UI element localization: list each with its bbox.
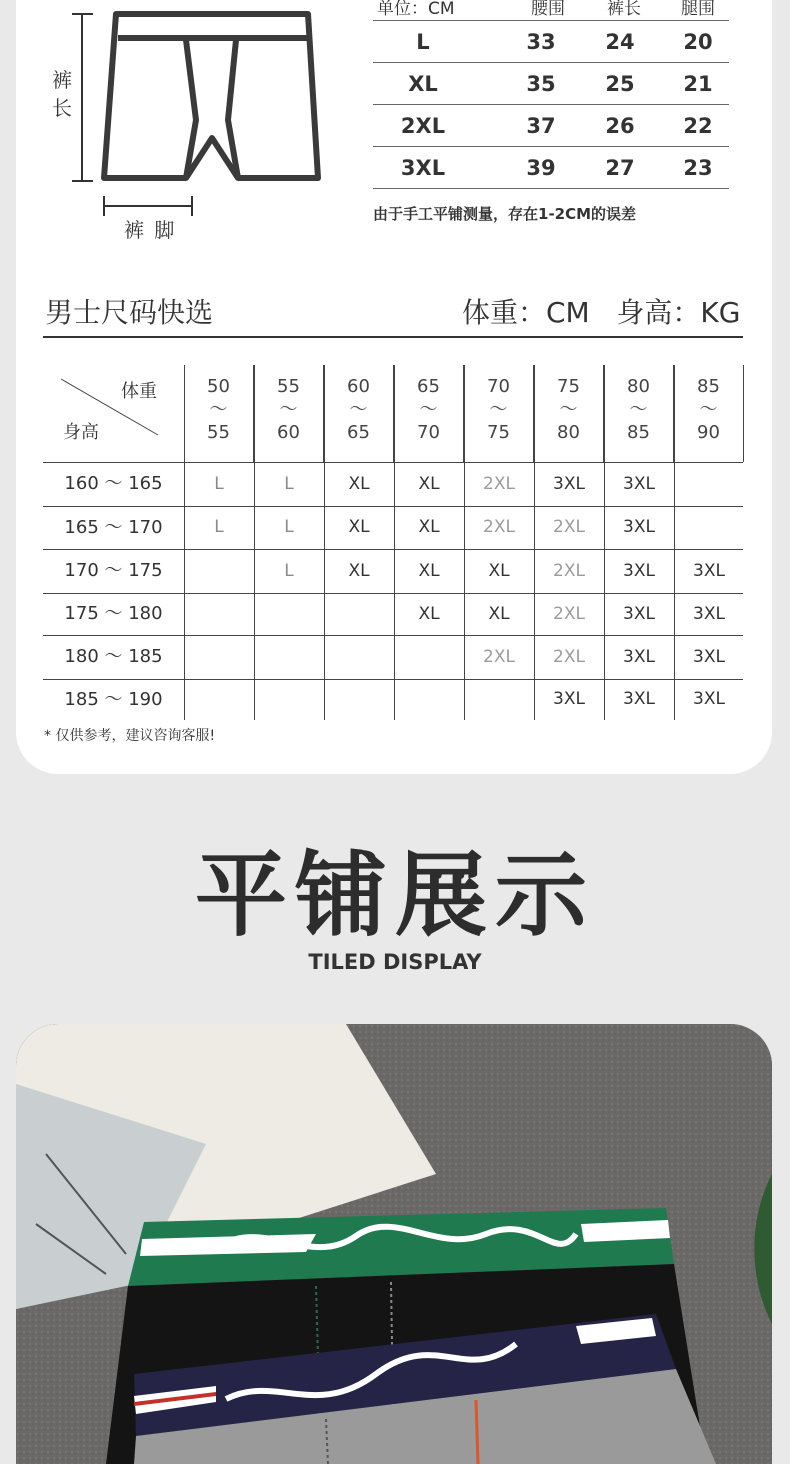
quick-select-title: 男士尺码快选	[45, 296, 214, 329]
size-recommendation-cell: L	[284, 561, 294, 581]
weight-range-text: 55	[277, 376, 300, 397]
size-recommendation-cell: 2XL	[483, 474, 515, 494]
size-recommendation-cell: XL	[418, 517, 440, 537]
size-recommendation-cell: 2XL	[483, 647, 515, 667]
length-cell: 24	[605, 30, 635, 54]
size-recommendation-cell: XL	[488, 604, 510, 624]
weight-range-text: 50	[207, 376, 230, 397]
weight-column-header	[184, 365, 254, 462]
weight-column-header	[604, 365, 674, 462]
size-recommendation-cell: 3XL	[623, 517, 655, 537]
size-recommendation-cell: XL	[418, 474, 440, 494]
size-recommendation-cell: L	[284, 517, 294, 537]
height-range-label: 170 ～ 175	[64, 560, 163, 581]
size-recommendation-cell: 3XL	[693, 689, 725, 709]
weight-range-text: 80	[627, 376, 650, 397]
size-cell: XL	[408, 72, 438, 96]
size-recommendation-cell: XL	[348, 474, 370, 494]
divider	[43, 336, 743, 338]
weight-column-header	[394, 365, 464, 462]
leg-header: 腿围	[681, 0, 715, 19]
waist-cell: 35	[526, 72, 556, 96]
size-row	[373, 63, 729, 105]
size-cell: L	[416, 30, 430, 54]
size-recommendation-cell: XL	[418, 561, 440, 581]
length-cell: 26	[605, 114, 635, 138]
weight-range-text: ～	[559, 399, 578, 420]
size-recommendation-cell: 2XL	[553, 647, 585, 667]
weight-range-text: ～	[489, 399, 508, 420]
weight-range-text: 75	[487, 422, 510, 443]
size-cell: 2XL	[400, 114, 446, 138]
size-recommendation-cell: 2XL	[553, 604, 585, 624]
weight-column-header	[324, 365, 394, 462]
product-photo-illustration	[16, 1024, 772, 1464]
cuff-label: 裤 脚	[124, 218, 177, 242]
height-range-label: 185 ～ 190	[64, 689, 163, 710]
corner-diagonal	[43, 365, 184, 462]
weight-column-header	[674, 365, 744, 462]
size-recommendation-cell: 3XL	[623, 647, 655, 667]
corner-weight-label: 体重	[121, 381, 157, 402]
size-recommendation-cell: XL	[348, 517, 370, 537]
size-recommendation-cell: 2XL	[553, 517, 585, 537]
size-recommendation-cell: XL	[488, 561, 510, 581]
size-recommendation-cell: 3XL	[693, 647, 725, 667]
leg-cell: 21	[683, 72, 713, 96]
size-recommendation-cell: 3XL	[553, 474, 585, 494]
weight-range-text: 60	[347, 376, 370, 397]
weight-range-text: ～	[419, 399, 438, 420]
height-range-label: 165 ～ 170	[64, 517, 163, 538]
weight-range-text: ～	[349, 399, 368, 420]
weight-column-header	[464, 365, 534, 462]
size-recommendation-cell: 3XL	[623, 474, 655, 494]
weight-column-header	[534, 365, 604, 462]
size-row	[373, 105, 729, 147]
waist-cell: 39	[526, 156, 556, 180]
height-range-label: 160 ～ 165	[64, 473, 163, 494]
shorts-diagram	[40, 0, 340, 250]
product-photo	[16, 1024, 772, 1464]
weight-range-text: 75	[557, 376, 580, 397]
tiled-display-subtitle: TILED DISPLAY	[308, 950, 482, 974]
quick-select-units: 体重：CM 身高：KG	[462, 296, 741, 329]
length-header: 裤长	[607, 0, 641, 19]
size-row	[373, 21, 729, 63]
size-recommendation-cell: 2XL	[553, 561, 585, 581]
weight-range-text: ～	[699, 399, 718, 420]
waist-header: 腰围	[531, 0, 565, 19]
weight-range-text: ～	[629, 399, 648, 420]
weight-range-text: 55	[207, 422, 230, 443]
size-table-header	[373, 0, 729, 21]
weight-range-text: 85	[627, 422, 650, 443]
height-range-label: 175 ～ 180	[64, 603, 163, 624]
weight-range-text: 70	[487, 376, 510, 397]
size-recommendation-cell: 3XL	[553, 689, 585, 709]
leg-cell: 22	[683, 114, 713, 138]
weight-range-text: 70	[417, 422, 440, 443]
tiled-display-title: 平铺展示	[194, 842, 595, 949]
waist-cell: 33	[526, 30, 556, 54]
size-recommendation-cell: 3XL	[623, 689, 655, 709]
size-table	[373, 0, 729, 189]
size-recommendation-cell: 3XL	[623, 604, 655, 624]
size-recommendation-cell: L	[214, 474, 224, 494]
size-recommendation-cell: L	[284, 474, 294, 494]
measurement-note: 由于手工平铺测量，存在1-2CM的误差	[373, 205, 637, 223]
weight-range-text: ～	[209, 399, 228, 420]
weight-range-text: 90	[697, 422, 720, 443]
size-recommendation-cell: XL	[348, 561, 370, 581]
size-recommendation-cell: XL	[418, 604, 440, 624]
weight-range-text: 85	[697, 376, 720, 397]
size-recommendation-cell: 3XL	[623, 561, 655, 581]
size-recommendation-cell: 3XL	[693, 604, 725, 624]
length-cell: 27	[605, 156, 635, 180]
size-recommendation-cell: 3XL	[693, 561, 725, 581]
corner-height-label: 身高	[63, 422, 99, 443]
weight-column-header	[254, 365, 324, 462]
leg-cell: 23	[683, 156, 713, 180]
waist-cell: 37	[526, 114, 556, 138]
size-quick-select-grid	[43, 365, 743, 720]
height-range-label: 180 ～ 185	[64, 646, 163, 667]
weight-range-text: 65	[347, 422, 370, 443]
size-recommendation-cell: L	[214, 517, 224, 537]
footnote: * 仅供参考，建议咨询客服!	[44, 728, 216, 744]
weight-range-text: ～	[279, 399, 298, 420]
size-row	[373, 147, 729, 189]
weight-range-text: 80	[557, 422, 580, 443]
weight-range-text: 60	[277, 422, 300, 443]
size-recommendation-cell: 2XL	[483, 517, 515, 537]
size-cell: 3XL	[400, 156, 446, 180]
leg-cell: 20	[683, 30, 713, 54]
length-cell: 25	[605, 72, 635, 96]
unit-header: 单位：CM	[377, 0, 455, 19]
length-label: 裤长	[52, 68, 72, 120]
weight-range-text: 65	[417, 376, 440, 397]
shorts-outline-icon	[40, 0, 340, 250]
